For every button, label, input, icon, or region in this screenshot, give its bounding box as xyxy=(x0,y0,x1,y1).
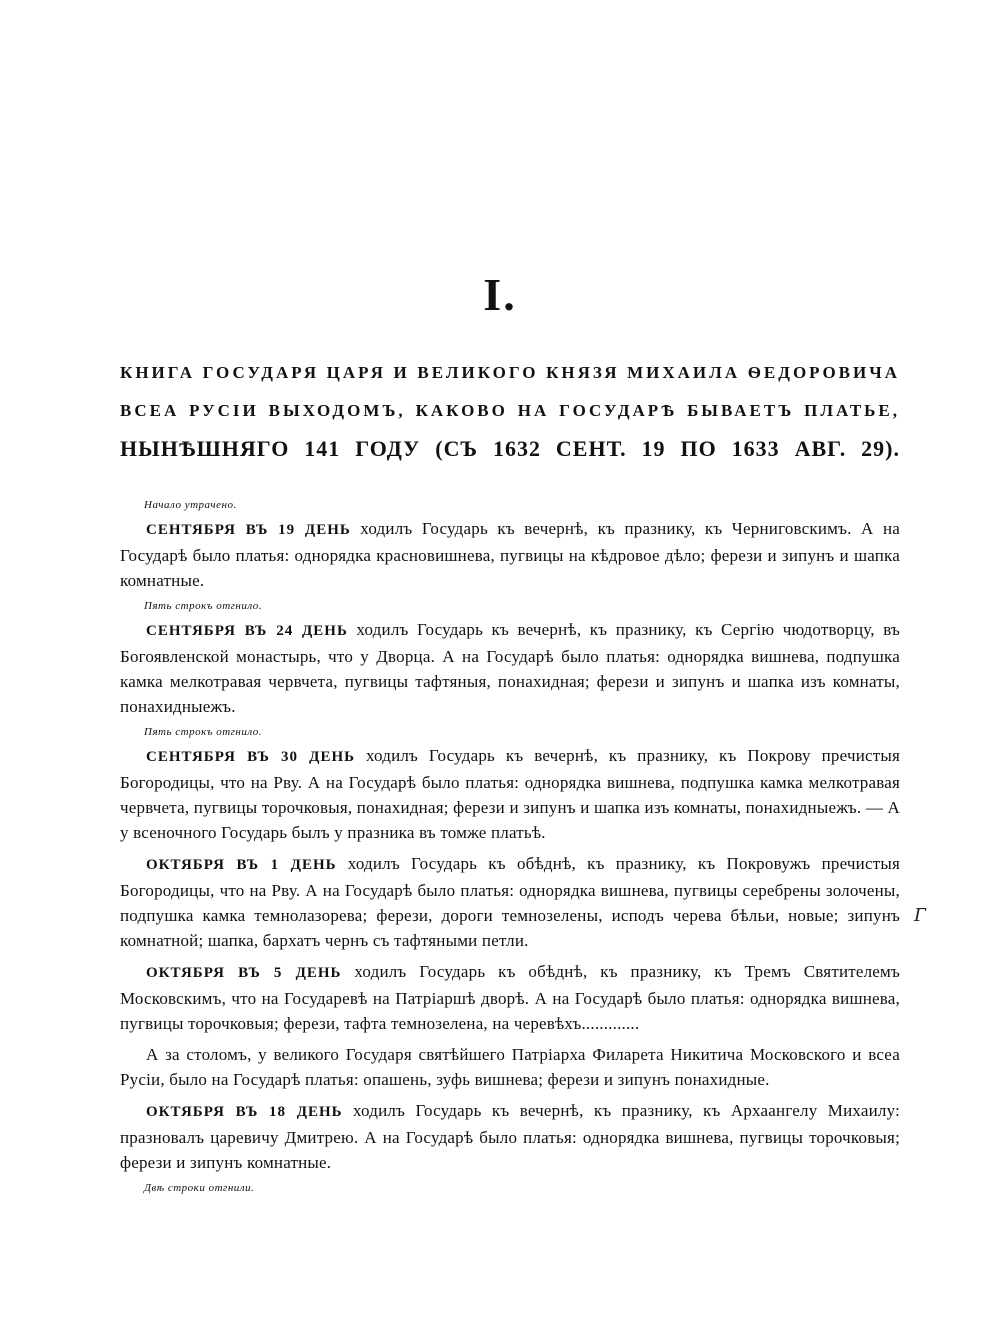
entry-date: ОКТЯБРЯ ВЪ 1 ДЕНЬ xyxy=(146,857,337,873)
note-two-lines: Двѣ строки отгнили. xyxy=(144,1182,255,1194)
entry-sep-24 xyxy=(120,617,900,719)
entry-text: ходилъ Государь къ вечернѣ, къ празнику, къ Черниговскимъ. А на Государѣ было платья: однорядка красновишнева, пугвицы на кѣдровое дѣло; ферези и зипунъ и шапка комнатные. xyxy=(120,519,900,590)
entry-sep-30 xyxy=(120,743,900,845)
entry-text: А за столомъ, у великого Государя святѣйшего Патріарха Филарета Никитича Московского и всеа Русіи, было на Государѣ платья: опашень, зуфь вишнева; ферези и зипунъ понахидные. xyxy=(120,1045,900,1089)
entry-oct-18 xyxy=(120,1098,900,1175)
title-line-2: ВСЕА РУСІИ ВЫХОДОМЪ, КАКОВО НА ГОСУДАРѢ БЫВАЕТЪ ПЛАТЬЕ, xyxy=(120,401,900,420)
entry-text: ходилъ Государь къ вечернѣ, къ празнику, къ Покрову пречистыя Богородицы, что на Рву. А на Государѣ было платья: однорядка вишнева, подпушка камка мелкотравая червчета, пугвицы торочковыя, понахидная; ферези и зипунъ и шапка изъ комнаты, понахидныежъ. — А у всеночного Государь былъ у празника въ томже платьѣ. xyxy=(120,746,901,842)
entry-text: ходилъ Государь къ вечернѣ, къ празнику, къ Архаангелу Михаилу: празновалъ царевичу Дмитрею. А на Государѣ было платья: однорядка вишнева, пугвицы торочковыя; ферези и зипунъ комнатные. xyxy=(120,1101,900,1172)
note-five-lines-2: Пять строкъ отгнило. xyxy=(144,726,263,738)
entry-text: ходилъ Государь къ вечернѣ, къ празнику, къ Сергію чюдотворцу, въ Богоявленской монастырь, что у Дворца. А на Государѣ было платья: однорядка вишнева, подпушка камка мелкотравая червчета, пугвицы тафтяныя, понахидная; ферези и зипунъ и шапка изъ комнаты, понахидныежъ. xyxy=(120,620,901,716)
title-line-1: КНИГА ГОСУДАРЯ ЦАРЯ И ВЕЛИКОГО КНЯЗЯ МИХАИЛА ѲЕДОРОВИЧА xyxy=(120,363,900,382)
note-five-lines-1: Пять строкъ отгнило. xyxy=(144,600,263,612)
note-start-lost: Начало утрачено. xyxy=(144,499,237,511)
entry-date: ОКТЯБРЯ ВЪ 18 ДЕНЬ xyxy=(146,1104,343,1120)
entry-text: ходилъ Государь къ обѣднѣ, къ празнику, къ Покровужъ пречистыя Богородицы, что на Рву. А на Государѣ было платья: однорядка вишнева, пугвицы серебрены золочены, подпушка камка темнолазорева; ферези, дороги темнозелены, исподъ черева бѣльи, новые; зипунъ комнатной; шапка, бархатъ чернъ съ тафтяными петли. xyxy=(120,854,900,950)
document-body xyxy=(120,496,900,1197)
entry-sep-19 xyxy=(120,516,900,593)
entry-date: СЕНТЯБРЯ ВЪ 30 ДЕНЬ xyxy=(146,749,356,765)
chapter-title xyxy=(120,354,900,468)
entry-date: СЕНТЯБРЯ ВЪ 19 ДЕНЬ xyxy=(146,522,351,538)
entry-oct-1 xyxy=(120,851,900,953)
entry-date: ОКТЯБРЯ ВЪ 5 ДЕНЬ xyxy=(146,965,342,981)
entry-text: ходилъ Государь къ обѣднѣ, къ празнику, къ Тремъ Святителемъ Московскимъ, что на Государевѣ на Патріаршѣ дворѣ. А на Государѣ было платья: однорядка вишнева, пугвицы торочковыя; ферези, тафта темнозелена, на черевѣхъ............. xyxy=(120,962,900,1033)
margin-mark: Г xyxy=(914,905,926,926)
title-line-3: НЫНѢШНЯГО 141 ГОДУ (СЪ 1632 СЕНТ. 19 ПО 1633 АВГ. 29). xyxy=(120,436,900,461)
chapter-numeral: I. xyxy=(483,269,517,320)
entry-oct-5 xyxy=(120,959,900,1036)
entry-date: СЕНТЯБРЯ ВЪ 24 ДЕНЬ xyxy=(146,623,348,639)
entry-table-dinner xyxy=(120,1042,900,1092)
